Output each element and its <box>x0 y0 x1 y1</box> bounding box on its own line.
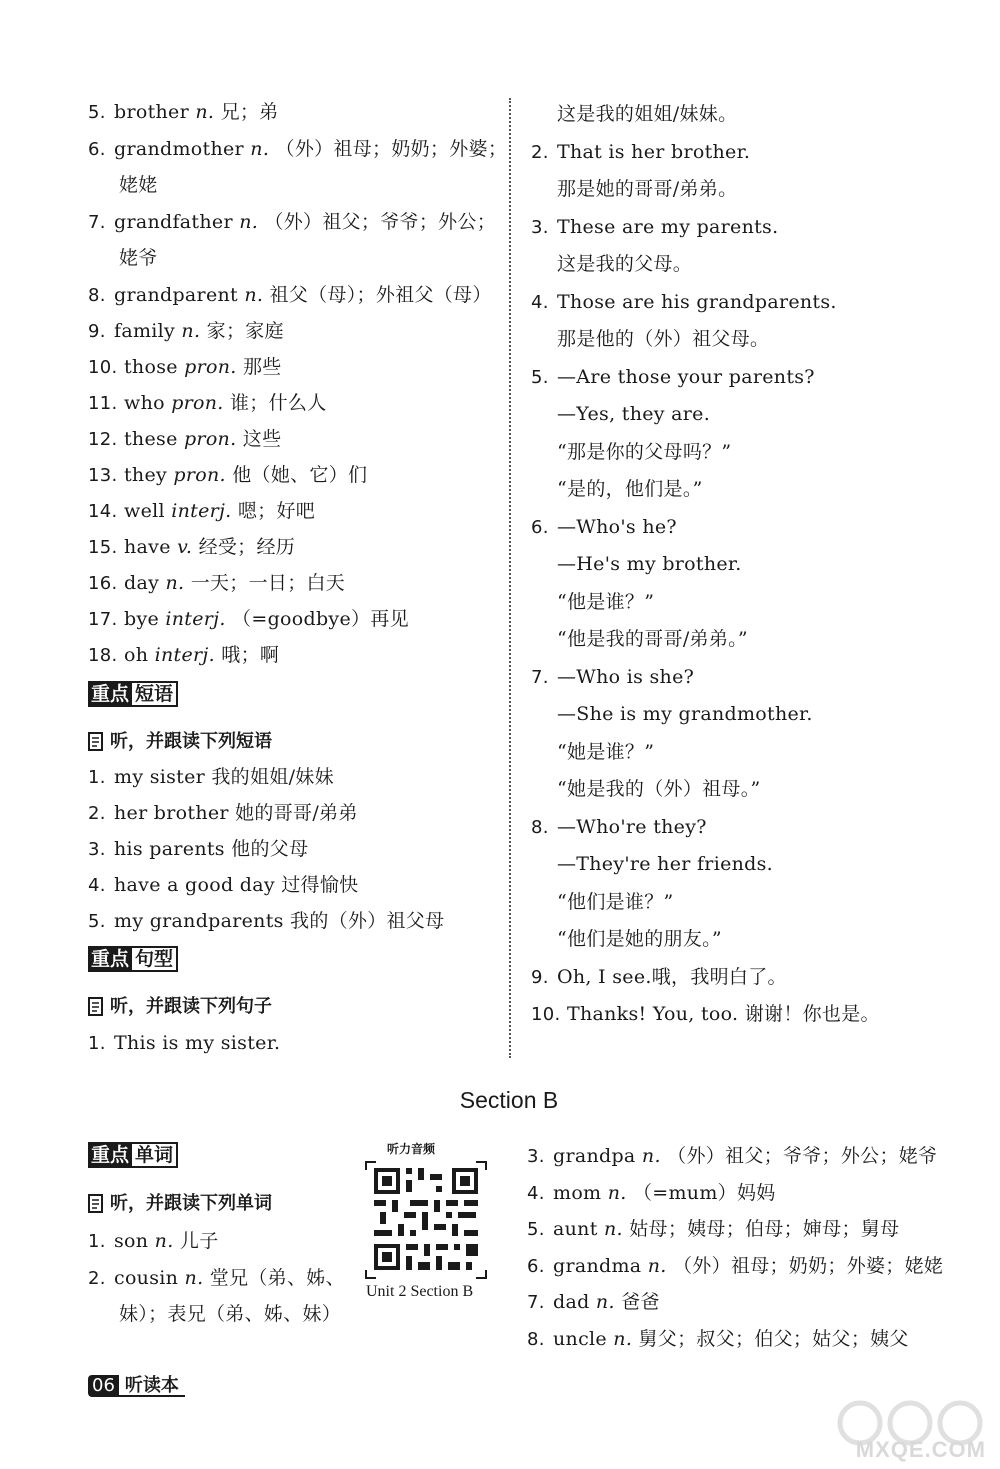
word-item <box>88 137 507 162</box>
item-number: 5. <box>531 366 549 388</box>
item-number: 2. <box>88 803 106 824</box>
item-word: bye <box>124 608 160 630</box>
item-meaning: （外）祖父；爷爷；外公； <box>264 211 497 233</box>
word-item <box>88 643 279 668</box>
item-word: well <box>124 500 165 522</box>
item-meaning: 堂兄（弟、姊、 <box>209 1267 345 1289</box>
sentence-line <box>531 852 773 876</box>
sentence-line <box>531 327 769 351</box>
item-text: —Who is she? <box>557 665 695 688</box>
sentence-line <box>531 1002 880 1027</box>
item-number: 17. <box>88 609 118 630</box>
item-part-of-speech: n. <box>250 138 270 160</box>
item-text: “那是你的父母吗？” <box>557 440 732 463</box>
item-text: “他们是她的朋友。” <box>557 928 722 950</box>
sentence-line <box>531 702 813 726</box>
item-text: “她是谁？” <box>557 740 655 763</box>
item-number: 5. <box>88 911 106 932</box>
word-item-continuation: 妹）；表兄（弟、姊、妹） <box>119 1303 342 1325</box>
badge-part-a: 重点 <box>88 681 132 707</box>
sentence-line <box>531 440 731 464</box>
item-meaning: 舅父；叔父；伯父；姑父；姨父 <box>638 1328 909 1350</box>
phrase-item <box>88 873 358 898</box>
item-text: 这是我的姐姐/妹妹。 <box>557 103 738 125</box>
item-text: “她是我的（外）祖母。” <box>557 778 761 800</box>
badge-part-b: 短语 <box>132 681 178 707</box>
item-part-of-speech: n. <box>181 320 201 342</box>
item-number: 14. <box>88 501 118 522</box>
item-text: This is my sister. <box>114 1032 281 1054</box>
item-part-of-speech: n. <box>595 1291 615 1314</box>
item-part-of-speech: interj. <box>171 500 232 522</box>
item-number: 8. <box>88 285 106 306</box>
item-meaning: 祖父（母）；外祖父（母） <box>269 284 492 306</box>
word-item <box>88 463 367 488</box>
item-number: 5. <box>527 1219 545 1241</box>
word-item <box>88 571 345 596</box>
item-text: “他们是谁？” <box>557 890 674 913</box>
word-item <box>88 210 496 235</box>
item-meaning: （=mum）妈妈 <box>632 1181 776 1204</box>
item-part-of-speech: interj. <box>154 644 215 666</box>
item-number: 6. <box>527 1255 545 1277</box>
item-number: 13. <box>88 465 118 486</box>
item-meaning: 兄；弟 <box>220 101 279 123</box>
item-number: 1. <box>88 1231 106 1252</box>
item-word: grandma <box>553 1254 642 1277</box>
item-part-of-speech: n. <box>195 101 215 123</box>
item-meaning: （外）祖父；爷爷；外公；姥爷 <box>667 1145 938 1167</box>
item-number: 18. <box>88 645 118 666</box>
item-meaning: （外）祖母；奶奶；外婆； <box>275 138 508 160</box>
word-item <box>527 1290 660 1315</box>
item-meaning: 儿子 <box>179 1230 219 1252</box>
word-item <box>88 1266 345 1291</box>
item-number: 4. <box>531 291 549 313</box>
item-text: —Who're they? <box>557 815 707 838</box>
item-meaning: 这些 <box>242 428 282 450</box>
item-meaning: 嗯；好吧 <box>237 500 316 522</box>
word-item <box>88 427 281 452</box>
item-text: —Are those your parents? <box>557 365 815 388</box>
item-part-of-speech: pron. <box>183 428 237 450</box>
item-text: These are my parents. <box>557 215 779 238</box>
item-text: —He's my brother. <box>557 553 742 575</box>
item-part-of-speech: n. <box>603 1218 623 1241</box>
sentence-line <box>531 815 707 840</box>
badge-part-a: 重点 <box>88 1142 132 1168</box>
words-instruction <box>88 1192 272 1216</box>
badge-part-a: 重点 <box>88 946 132 972</box>
item-number: 3. <box>88 839 106 860</box>
sentence-line <box>531 290 837 315</box>
item-text: Those are his grandparents. <box>557 290 837 313</box>
word-item-continuation: 姥爷 <box>119 247 158 269</box>
item-word: brother <box>114 101 189 123</box>
item-part-of-speech: n. <box>647 1254 667 1277</box>
item-text: Oh, I see.哦，我明白了。 <box>557 965 787 988</box>
item-meaning: 那些 <box>242 356 282 378</box>
listen-note-icon <box>88 1194 104 1214</box>
words-instruction-text: 听，并跟读下列单词 <box>110 1193 272 1214</box>
item-part-of-speech: n. <box>154 1230 174 1252</box>
item-text: Thanks! You, too. 谢谢！你也是。 <box>567 1003 880 1025</box>
item-text: That is her brother. <box>557 140 751 163</box>
sentence-item <box>88 1031 280 1056</box>
word-item <box>88 283 492 308</box>
page-number: 06 <box>88 1375 119 1397</box>
item-number: 15. <box>88 537 118 558</box>
item-text: —Yes, they are. <box>557 403 711 425</box>
item-part-of-speech: interj. <box>165 608 226 630</box>
item-word: mom <box>553 1181 602 1204</box>
item-word: have <box>124 536 171 558</box>
item-text: her brother 她的哥哥/弟弟 <box>114 802 358 824</box>
item-word: aunt <box>553 1218 598 1241</box>
item-number: 4. <box>88 875 106 896</box>
sentence-line <box>531 365 815 390</box>
item-number: 2. <box>88 1268 106 1289</box>
item-part-of-speech: n. <box>613 1328 633 1350</box>
item-word: uncle <box>553 1328 607 1350</box>
sentence-line <box>531 627 748 651</box>
item-meaning: 一天；一日；白天 <box>190 572 346 594</box>
sentence-line <box>531 777 761 801</box>
item-part-of-speech: n. <box>239 211 259 233</box>
item-text: my sister 我的姐姐/妹妹 <box>114 766 334 788</box>
item-number: 11. <box>88 393 118 414</box>
listen-note-icon <box>88 997 104 1017</box>
item-word: they <box>124 464 168 486</box>
word-item <box>88 355 282 380</box>
watermark-text: MXQE.COM <box>855 1437 986 1462</box>
item-text: “他是谁？” <box>557 590 655 613</box>
item-number: 1. <box>88 1033 106 1054</box>
qr-caption: Unit 2 Section B <box>366 1283 474 1300</box>
item-word: grandfather <box>114 211 233 233</box>
sentence-line <box>531 740 654 764</box>
word-item <box>88 1229 219 1254</box>
item-text: 这是我的父母。 <box>557 253 693 275</box>
item-text: his parents 他的父母 <box>114 838 309 860</box>
sentence-line <box>531 665 694 690</box>
item-number: 1. <box>88 767 106 788</box>
item-text: “他是我的哥哥/弟弟。” <box>557 628 748 650</box>
item-part-of-speech: n. <box>165 572 185 594</box>
item-part-of-speech: n. <box>607 1181 627 1204</box>
item-word: family <box>114 320 176 342</box>
item-number: 3. <box>527 1146 545 1167</box>
sentence-line <box>531 965 787 990</box>
word-item-continuation: 姥姥 <box>119 174 158 196</box>
phrase-item <box>88 909 444 934</box>
item-meaning: 哦；啊 <box>221 644 280 666</box>
phrase-item <box>88 801 358 826</box>
item-text: —They're her friends. <box>557 853 774 875</box>
sentences-instruction <box>88 995 272 1019</box>
item-part-of-speech: pron. <box>184 356 237 378</box>
word-item <box>527 1181 776 1206</box>
sentence-line <box>531 477 703 501</box>
word-item <box>527 1217 899 1242</box>
item-part-of-speech: pron. <box>173 464 226 486</box>
item-number: 6. <box>88 139 106 160</box>
phrases-instruction-text: 听，并跟读下列短语 <box>110 731 272 752</box>
item-text: 那是他的（外）祖父母。 <box>557 328 770 350</box>
item-word: oh <box>124 644 149 666</box>
item-number: 7. <box>527 1292 545 1314</box>
item-meaning: 他（她、它）们 <box>232 464 368 486</box>
item-meaning: 爸爸 <box>621 1291 660 1314</box>
item-text: “是的，他们是。” <box>557 478 703 500</box>
item-text: my grandparents 我的（外）祖父母 <box>114 910 445 932</box>
book-label: 听读本 <box>119 1375 185 1397</box>
phrase-item <box>88 837 308 862</box>
item-number: 2. <box>531 141 549 163</box>
item-meaning: （=goodbye）再见 <box>232 608 409 630</box>
word-item <box>88 607 409 632</box>
item-word: grandmother <box>114 138 244 160</box>
section-title: Section B <box>459 1087 559 1113</box>
item-number: 7. <box>531 666 549 688</box>
word-item <box>88 499 315 524</box>
item-word: who <box>124 392 165 414</box>
badge-part-b: 单词 <box>132 1142 178 1168</box>
item-number: 8. <box>531 816 549 838</box>
qr-title: 听力音频 <box>387 1142 436 1156</box>
item-word: dad <box>553 1291 590 1314</box>
qr-code-icon[interactable] <box>364 1160 488 1280</box>
sentence-line <box>531 252 692 276</box>
item-number: 9. <box>88 321 106 342</box>
sentence-line <box>531 515 677 540</box>
item-word: cousin <box>114 1267 179 1289</box>
item-number: 6. <box>531 516 549 538</box>
item-part-of-speech: n. <box>244 284 264 306</box>
item-meaning: 谁；什么人 <box>230 392 327 414</box>
item-number: 12. <box>88 429 118 450</box>
item-word: grandpa <box>553 1145 636 1167</box>
item-word: day <box>124 572 160 594</box>
sentence-line <box>531 102 737 126</box>
item-number: 5. <box>88 102 106 123</box>
item-number: 10. <box>531 1004 561 1025</box>
item-part-of-speech: n. <box>184 1267 204 1289</box>
item-meaning: 经受；经历 <box>198 536 296 558</box>
sentence-line <box>531 927 722 951</box>
item-number: 7. <box>88 212 106 233</box>
item-word: son <box>114 1230 149 1252</box>
phrases-instruction <box>88 730 272 754</box>
item-number: 16. <box>88 573 118 594</box>
column-divider <box>509 98 511 1058</box>
phrase-item <box>88 765 334 790</box>
item-part-of-speech: v. <box>177 536 193 558</box>
item-word: these <box>124 428 178 450</box>
word-item <box>527 1327 909 1352</box>
phrases-badge <box>88 681 178 707</box>
item-text: —Who's he? <box>557 515 677 538</box>
item-part-of-speech: pron. <box>171 392 224 414</box>
words-badge <box>88 1142 178 1168</box>
sentence-line <box>531 140 750 165</box>
word-item <box>527 1254 943 1279</box>
item-number: 3. <box>531 216 549 238</box>
item-text: 那是她的哥哥/弟弟。 <box>557 178 738 200</box>
word-item <box>527 1144 937 1169</box>
sentence-line <box>531 890 674 914</box>
item-meaning: （外）祖母；奶奶；外婆；姥姥 <box>673 1254 944 1277</box>
item-word: those <box>124 356 178 378</box>
word-item <box>88 535 295 560</box>
sentences-instruction-text: 听，并跟读下列句子 <box>110 996 272 1017</box>
sentence-line <box>531 215 778 240</box>
item-number: 4. <box>527 1182 545 1204</box>
badge-part-b: 句型 <box>132 946 178 972</box>
item-number: 8. <box>527 1329 545 1350</box>
page-footer <box>88 1375 185 1397</box>
word-item <box>88 391 327 416</box>
sentence-line <box>531 177 737 201</box>
sentence-line <box>531 552 742 576</box>
sentence-line <box>531 402 710 426</box>
item-part-of-speech: n. <box>641 1145 661 1167</box>
item-word: grandparent <box>114 284 238 306</box>
sentences-badge <box>88 946 178 972</box>
word-item <box>88 100 278 125</box>
item-text: —She is my grandmother. <box>557 703 813 725</box>
listen-note-icon <box>88 732 104 752</box>
sentence-line <box>531 590 654 614</box>
word-item <box>88 319 284 344</box>
item-number: 9. <box>531 966 549 988</box>
item-meaning: 姑母；姨母；伯母；婶母；舅母 <box>629 1218 900 1241</box>
item-number: 10. <box>88 357 118 378</box>
item-meaning: 家；家庭 <box>206 320 284 342</box>
item-text: have a good day 过得愉快 <box>114 874 359 896</box>
